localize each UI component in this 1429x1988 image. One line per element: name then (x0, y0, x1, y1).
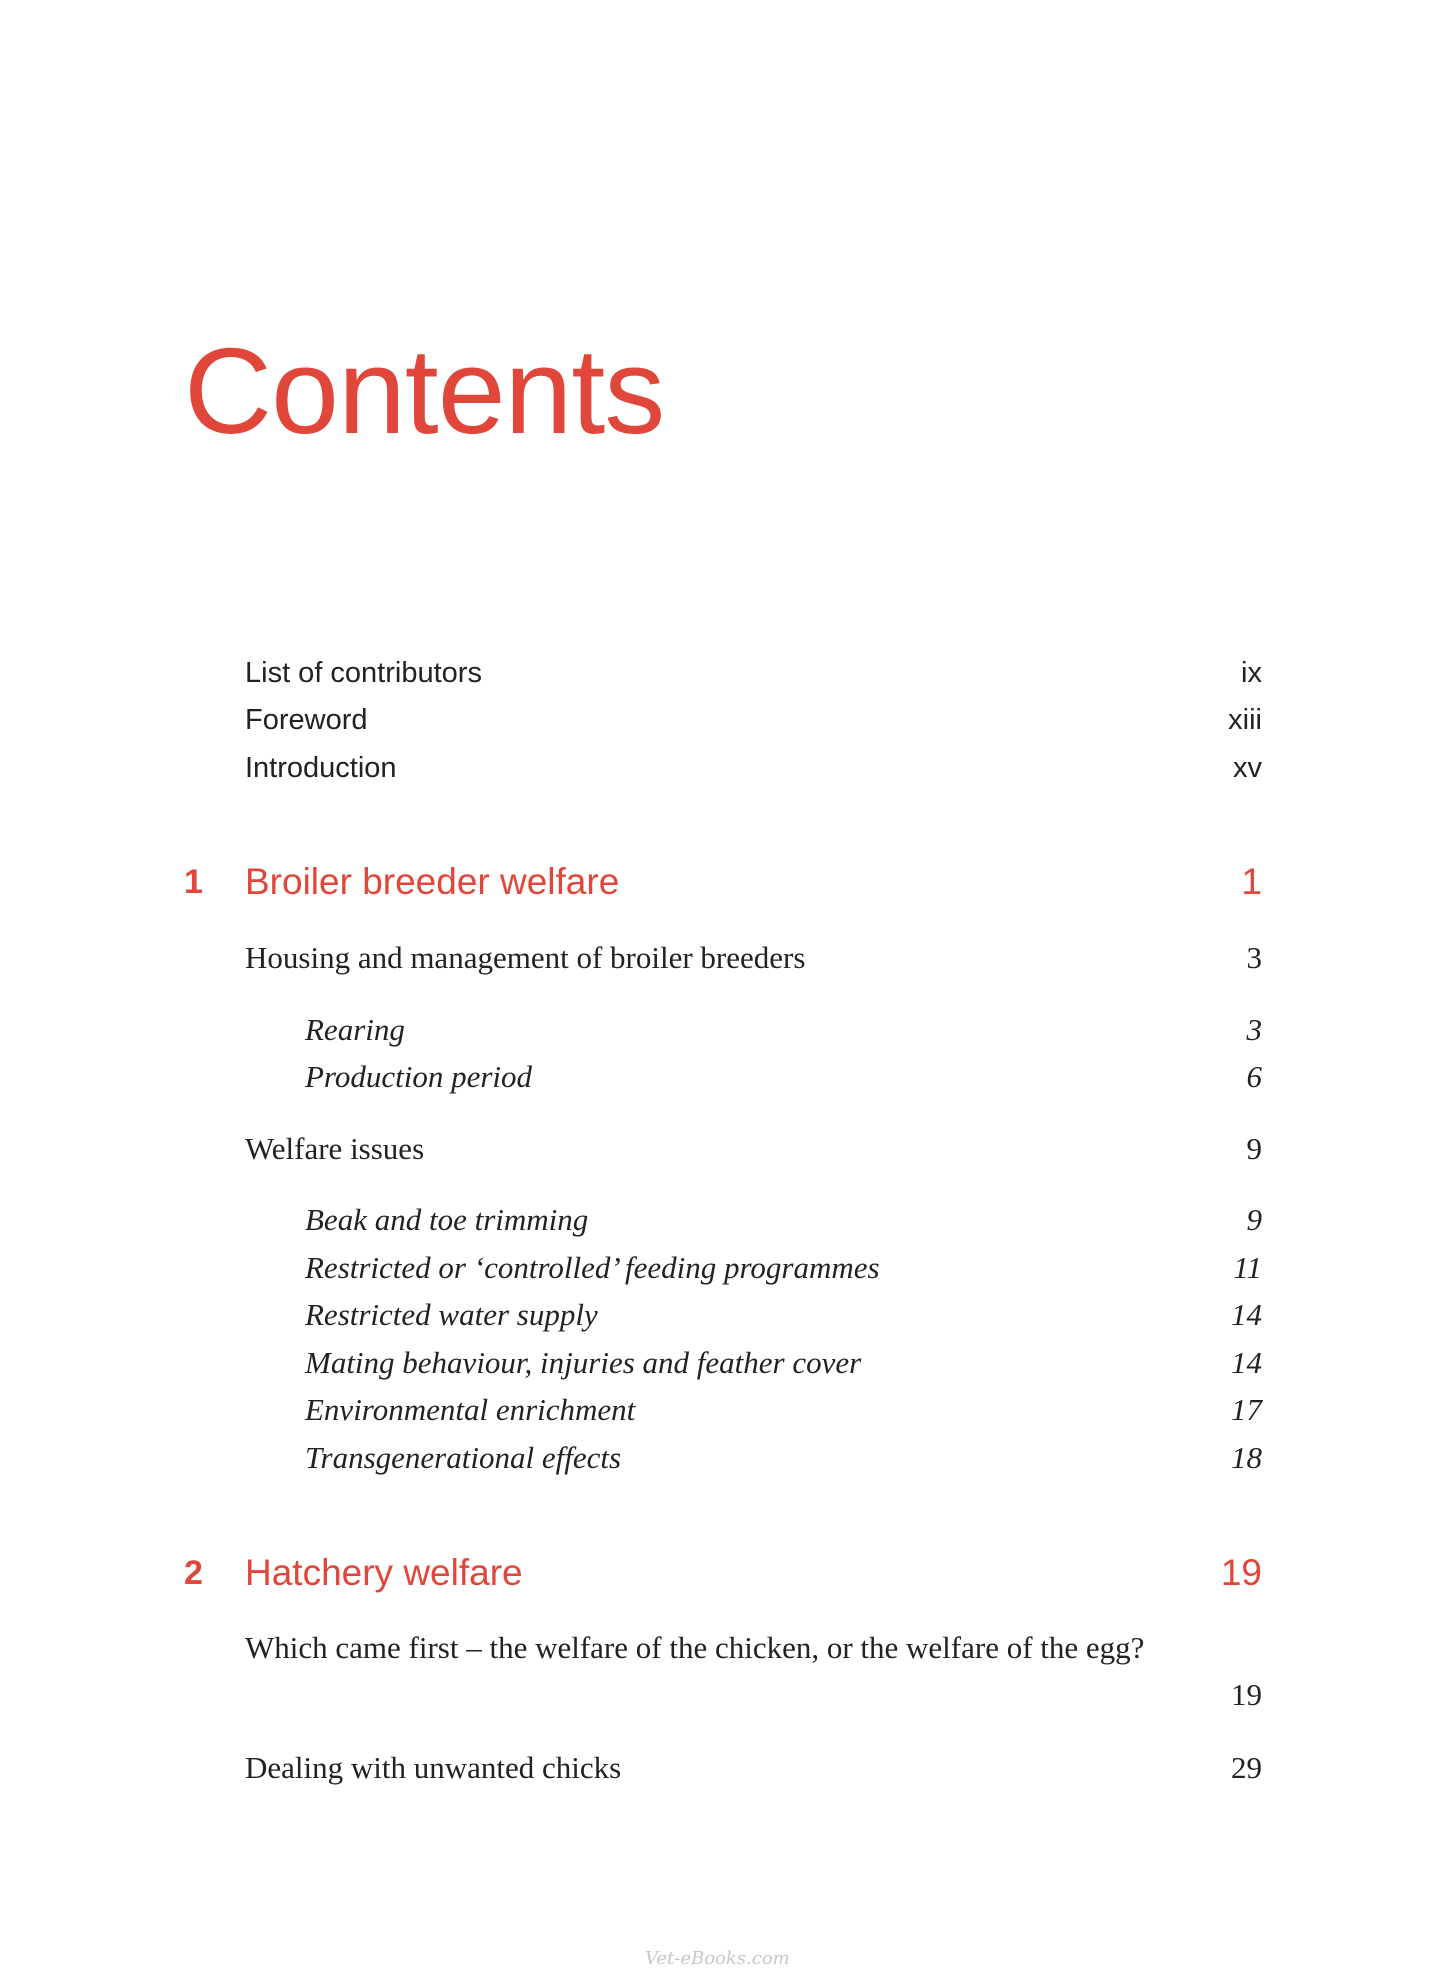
toc-subsection-page: 6 (1246, 1059, 1262, 1094)
chapter-number: 2 (184, 1554, 203, 1592)
toc-entry[interactable] (0, 748, 1429, 788)
toc-subsection-label: Transgenerational effects (305, 1440, 622, 1475)
toc-entry-label: List of contributors (245, 657, 482, 689)
toc-subsection-page: 18 (1231, 1440, 1262, 1475)
toc-subsection-page: 9 (1246, 1202, 1262, 1237)
toc-section-label: Which came first – the welfare of the chicken, or the welfare of the egg? (245, 1630, 1145, 1665)
toc-entry-label: Foreword (245, 704, 368, 736)
toc-subsection[interactable] (0, 1438, 1429, 1478)
toc-subsection[interactable] (0, 1390, 1429, 1430)
toc-section-page: 29 (1231, 1750, 1262, 1785)
toc-subsection-label: Mating behaviour, injuries and feather cover (305, 1345, 862, 1380)
toc-subsection[interactable] (0, 1248, 1429, 1288)
chapter-number: 1 (184, 863, 203, 901)
toc-section[interactable] (0, 938, 1429, 978)
toc-section-page: 3 (1246, 940, 1262, 975)
watermark: Vet-eBooks.com (645, 1948, 790, 1969)
toc-entry-label: Introduction (245, 752, 397, 784)
toc-subsection-label: Environmental enrichment (305, 1392, 636, 1427)
toc-entry-page: xv (1233, 752, 1262, 784)
chapter-heading[interactable] (0, 862, 1429, 902)
toc-section-label: Dealing with unwanted chicks (245, 1750, 622, 1785)
toc-section-label: Housing and management of broiler breeders (245, 940, 806, 975)
chapter-page: 1 (1241, 861, 1262, 902)
toc-subsection[interactable] (0, 1057, 1429, 1097)
toc-subsection-label: Restricted or ‘controlled’ feeding programmes (305, 1250, 880, 1285)
toc-entry[interactable] (0, 653, 1429, 693)
toc-subsection-page: 3 (1246, 1012, 1262, 1047)
toc-section[interactable] (0, 1748, 1429, 1788)
chapter-page: 19 (1220, 1552, 1262, 1593)
toc-section-page: 19 (1231, 1677, 1262, 1712)
toc-section[interactable] (0, 1624, 1429, 1724)
toc-section[interactable] (0, 1129, 1429, 1169)
toc-subsection[interactable] (0, 1295, 1429, 1335)
toc-subsection-page: 14 (1231, 1297, 1262, 1332)
toc-section-page: 9 (1246, 1131, 1262, 1166)
toc-subsection-label: Beak and toe trimming (305, 1202, 589, 1237)
page-title: Contents (184, 323, 665, 459)
toc-subsection-label: Production period (305, 1059, 533, 1094)
toc-subsection-label: Restricted water supply (305, 1297, 598, 1332)
toc-subsection[interactable] (0, 1010, 1429, 1050)
toc-subsection[interactable] (0, 1200, 1429, 1240)
chapter-title: Hatchery welfare (245, 1552, 523, 1593)
toc-entry[interactable] (0, 700, 1429, 740)
toc-subsection[interactable] (0, 1343, 1429, 1383)
toc-entry-page: ix (1241, 657, 1262, 689)
chapter-heading[interactable] (0, 1553, 1429, 1593)
toc-subsection-page: 14 (1231, 1345, 1262, 1380)
toc-subsection-page: 11 (1233, 1250, 1262, 1285)
toc-section-label: Welfare issues (245, 1131, 425, 1166)
toc-subsection-page: 17 (1231, 1392, 1262, 1427)
toc-entry-page: xiii (1228, 704, 1262, 736)
chapter-title: Broiler breeder welfare (245, 861, 620, 902)
toc-subsection-label: Rearing (305, 1012, 405, 1047)
